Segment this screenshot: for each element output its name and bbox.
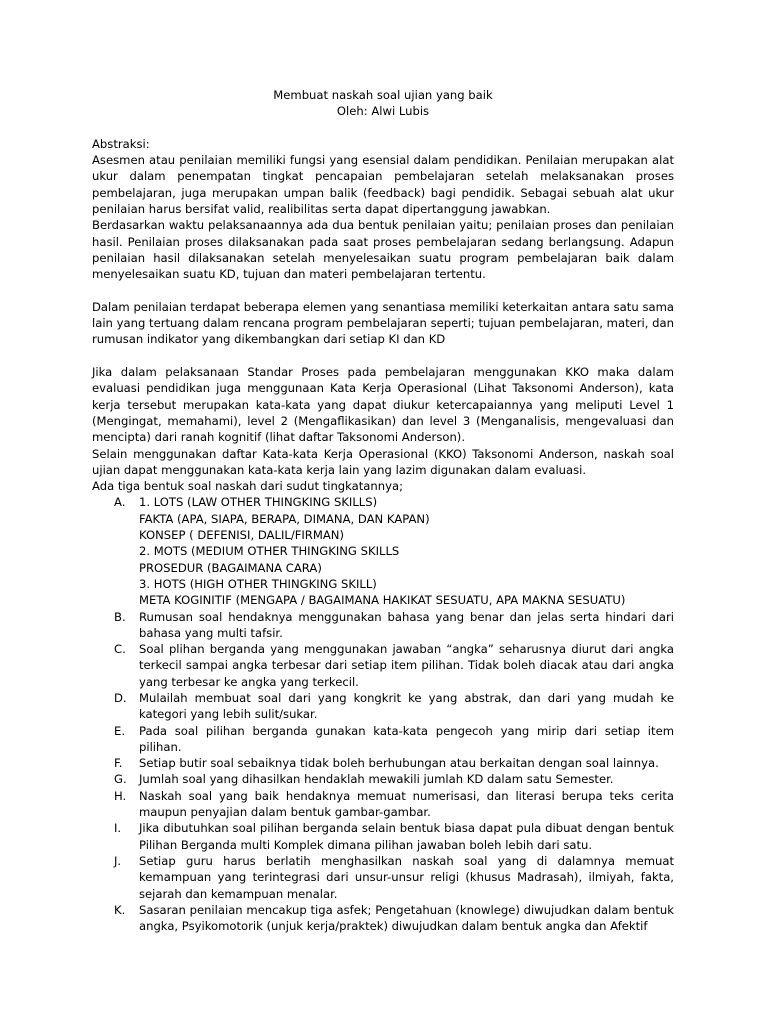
list-item [92, 755, 674, 771]
list-marker: E. [114, 723, 126, 738]
list-item [92, 853, 674, 902]
list-item [92, 723, 674, 756]
list-item [92, 902, 674, 935]
spacer [92, 348, 674, 364]
list-marker: B. [114, 609, 126, 624]
paragraph: Ada tiga bentuk soal naskah dari sudut tingkatannya; [92, 479, 403, 494]
list-subline: 3. HOTS (HIGH OTHER THINGKING SKILL) [139, 576, 377, 591]
list-item [92, 494, 674, 608]
abstract-heading: Abstraksi: [92, 136, 150, 151]
list-item-text: Mulailah membuat soal dari yang kongkrit ke yang abstrak, dan dari yang mudah ke kategori yang lebih sulit/sukar. [139, 690, 674, 722]
document-author: Oleh: Alwi Lubis [336, 104, 430, 119]
paragraph: Jika dalam pelaksanaan Standar Proses pada pembelajaran menggunakan KKO maka dalam evaluasi pendidikan juga menggunaan Kata Kerja Operasional (Lihat Taksonomi Anderson), kata kerja tersebut merupakan kata-kata yang dapat diukur ketercapaiannya yang meliputi Level 1 (Mengingat, memahami), level 2 (Mengaflikasikan) dan level 3 (Menganalisis, mengevaluasi dan mencipta) dari ranah kognitif (lihat daftar Taksonomi Anderson). [92, 365, 674, 445]
list-item-text: Rumusan soal hendaknya menggunakan bahasa yang benar dan jelas serta hindari dari bahasa yang multi tafsir. [139, 609, 674, 640]
paragraph: Asesmen atau penilaian memiliki fungsi yang esensial dalam pendidikan. Penilaian merupakan alat ukur dalam penempatan tingkat pencapaian pembelajaran setelah melaksanakan proses pembelajaran, juga merupakan umpan balik (feedback) bagi pendidik. Sebagai sebuah alat ukur penilaian harus bersifat valid, realibilitas serta dapat dipertanggung jawabkan. [92, 153, 674, 217]
criteria-list [92, 494, 674, 934]
spacer [92, 283, 674, 299]
list-item-text: Soal plihan berganda yang menggunakan jawaban “angka” seharusnya diurut dari angka terkecil sampai angka terbesar dari setiap item pilihan. Tidak boleh diacak atau dari angka yang terbesar ke angka yang terkecil. [139, 642, 674, 689]
list-item [92, 641, 674, 690]
list-item [92, 690, 674, 723]
list-marker: H. [114, 788, 127, 803]
list-marker: J. [114, 853, 122, 868]
list-marker: I. [114, 821, 122, 836]
list-marker: K. [114, 902, 126, 917]
list-item-text: Setiap butir soal sebaiknya tidak boleh berhubungan atau berkaitan dengan soal lainnya. [139, 756, 659, 771]
list-subline: 2. MOTS (MEDIUM OTHER THINGKING SKILLS [139, 544, 400, 559]
list-item-text: Jika dibutuhkan soal pilihan berganda selain bentuk biasa dapat pula dibuat dengan bentuk Pilihan Berganda multi Komplek dimana pilihan jawaban boleh lebih dari satu. [139, 821, 674, 852]
list-subline: META KOGINITIF (MENGAPA / BAGAIMANA HAKIKAT SESUATU, APA MAKNA SESUATU) [139, 593, 626, 608]
list-item [92, 788, 674, 821]
list-marker: G. [114, 772, 127, 787]
list-item-text: Sasaran penilaian mencakup tiga asfek; Pengetahuan (knowlege) diwujudkan dalam bentuk angka, Psyikomotorik (unjuk kerja/praktek) diwujudkan dalam bentuk angka dan Afektif [139, 902, 674, 934]
list-item-text: Setiap guru harus berlatih menghasilkan naskah soal yang di dalamnya memuat kemampuan yang terintegrasi dari unsur-unsur religi (khusus Madrasah), ilmiyah, fakta, sejarah dan kemampuan menalar. [139, 853, 674, 901]
document-title: Membuat naskah soal ujian yang baik [273, 88, 493, 102]
list-marker: C. [114, 642, 126, 657]
list-item [92, 820, 674, 853]
list-marker: D. [114, 690, 127, 705]
list-subline: KONSEP ( DEFENISI, DALIL/FIRMAN) [139, 528, 344, 543]
list-subline: FAKTA (APA, SIAPA, BERAPA, DIMANA, DAN KAPAN) [139, 511, 430, 526]
list-marker: F. [114, 756, 123, 771]
list-item [92, 771, 674, 787]
list-subline: 1. LOTS (LAW OTHER THINGKING SKILLS) [139, 495, 378, 510]
list-item-text: Pada soal pilihan berganda gunakan kata-kata pengecoh yang mirip dari setiap item pilihan. [139, 723, 674, 754]
list-subline: PROSEDUR (BAGAIMANA CARA) [139, 560, 322, 575]
list-item [92, 609, 674, 642]
list-item-text: Jumlah soal yang dihasilkan hendaklah mewakili jumlah KD dalam satu Semester. [139, 772, 614, 787]
paragraph: Berdasarkan waktu pelaksanaannya ada dua bentuk penilaian yaitu; penilaian proses dan penilaian hasil. Penilaian proses dilaksanakan pada saat proses pembelajaran sedang berlangsung. Adapun penilaian hasil dilaksanakan setelah menyelesaikan suatu program pembelajaran baik dalam menyelesaikan suatu KD, tujuan dan materi pembelajaran tertentu. [92, 218, 674, 282]
document-page [92, 87, 674, 934]
list-item-text: Naskah soal yang baik hendaknya memuat numerisasi, dan literasi berupa teks cerita maupun penyajian dalam bentuk gambar-gambar. [139, 788, 674, 820]
paragraph: Selain menggunakan daftar Kata-kata Kerja Operasional (KKO) Taksonomi Anderson, naskah soal ujian dapat menggunakan kata-kata kerja lain yang lazim digunakan dalam evaluasi. [92, 446, 674, 477]
spacer [92, 120, 674, 136]
list-marker: A. [114, 495, 126, 510]
title-block [92, 87, 674, 120]
paragraph: Dalam penilaian terdapat beberapa elemen yang senantiasa memiliki keterkaitan antara satu sama lain yang tertuang dalam rencana program pembelajaran seperti; tujuan pembelajaran, materi, dan rumusan indikator yang dikembangkan dari setiap KI dan KD [92, 299, 674, 347]
